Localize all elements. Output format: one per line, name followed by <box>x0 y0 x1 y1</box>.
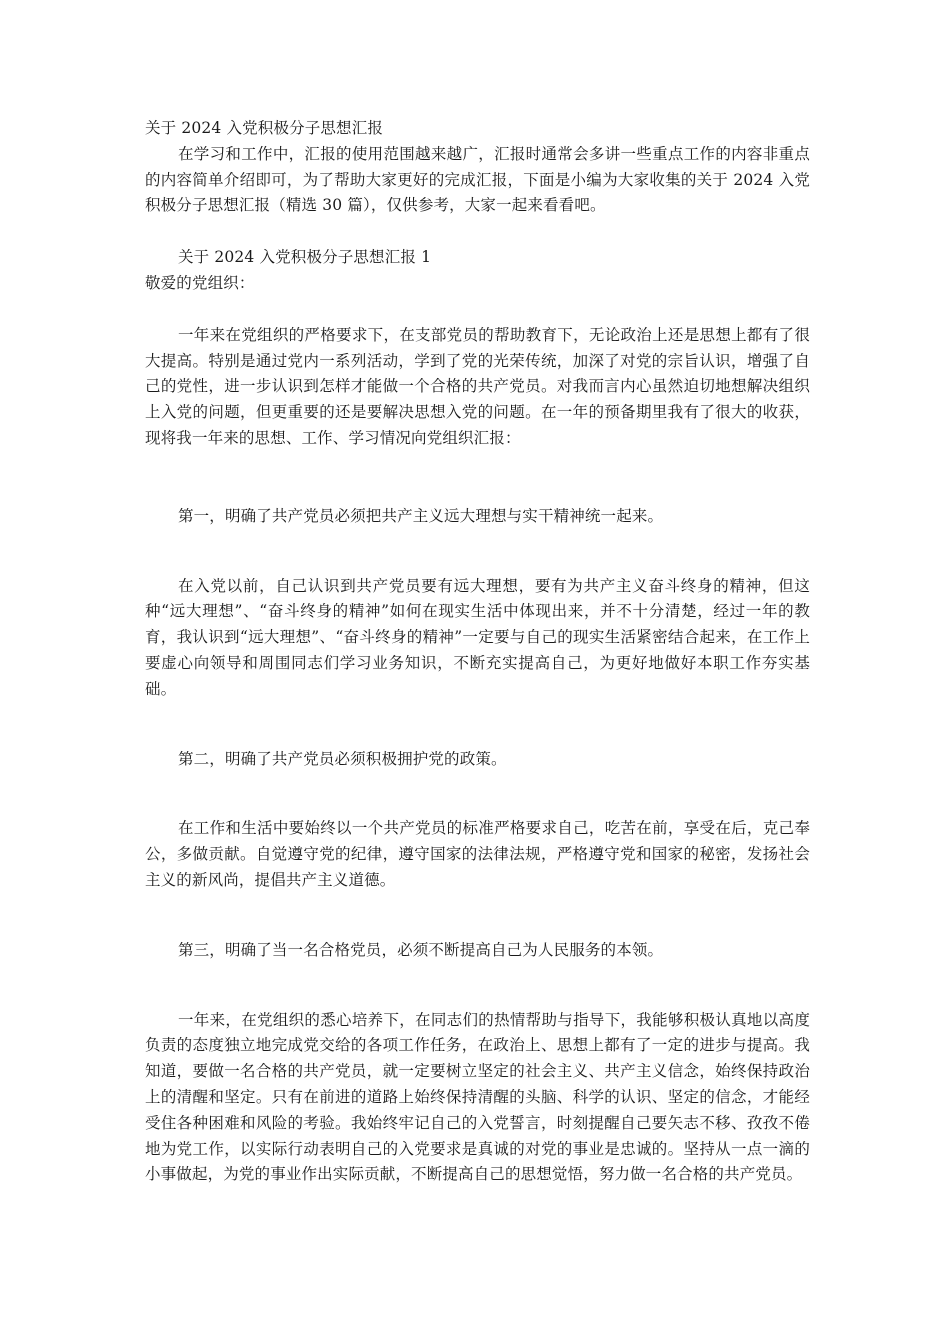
section-title: 关于 2024 入党积极分子思想汇报 1 <box>178 248 432 267</box>
body-paragraph: 在工作和生活中要始终以一个共产党员的标准严格要求自己，吃苦在前，享受在后，克己奉公，多做贡献。自觉遵守党的纪律，遵守国家的法律法规，严格遵守党和国家的秘密，发扬社会主义的新风尚，提倡共产主义道德。 <box>145 819 810 889</box>
body-paragraph: 一年来，在党组织的悉心培养下，在同志们的热情帮助与指导下，我能够积极认真地以高度负责的态度独立地完成党交给的各项工作任务，在政治上、思想上都有了一定的进步与提高。我知道，要做一名合格的共产党员，就一定要树立坚定的社会主义、共产主义信念，始终保持政治上的清醒和坚定。只有在前进的道路上始终保持清醒的头脑、科学的认识、坚定的信念，才能经受住各种困难和风险的考验。我始终牢记自己的入党誓言，时刻提醒自己要矢志不移、孜孜不倦地为党工作，以实际行动表明自己的入党要求是真诚的对党的事业是忠诚的。坚持从一点一滴的小事做起，为党的事业作出实际贡献，不断提高自己的思想觉悟，努力做一名合格的共产党员。 <box>145 1010 810 1184</box>
point-heading-second: 第二，明确了共产党员必须积极拥护党的政策。 <box>178 749 507 768</box>
body-paragraph: 一年来在党组织的严格要求下，在支部党员的帮助教育下，无论政治上还是思想上都有了很大提高。特别是通过党内一系列活动，学到了党的光荣传统，加深了对党的宗旨认识，增强了自己的党性，进一步认识到怎样才能做一个合格的共产党员。对我而言内心虽然迫切地想解决组织上入党的问题，但更重要的还是要解决思想入党的问题。在一年的预备期里我有了很大的收获，现将我一年来的思想、工作、学习情况向党组织汇报： <box>145 325 810 447</box>
body-paragraph: 在入党以前，自己认识到共产党员要有远大理想，要有为共产主义奋斗终身的精神，但这种“远大理想”、“奋斗终身的精神”如何在现实生活中体现出来，并不十分清楚，经过一年的教育，我认识到“远大理想”、“奋斗终身的精神”一定要与自己的现实生活紧密结合起来，在工作上要虚心向领导和周围同志们学习业务知识，不断充实提高自己，为更好地做好本职工作夯实基础。 <box>145 576 810 698</box>
salutation: 敬爱的党组织： <box>145 273 255 292</box>
document-page <box>145 116 810 1188</box>
point-heading-first: 第一，明确了共产党员必须把共产主义远大理想与实干精神统一起来。 <box>178 506 664 525</box>
point-heading-third: 第三，明确了当一名合格党员，必须不断提高自己为人民服务的本领。 <box>178 940 664 959</box>
document-title: 关于 2024 入党积极分子思想汇报 <box>145 119 384 137</box>
intro-paragraph: 在学习和工作中，汇报的使用范围越来越广，汇报时通常会多讲一些重点工作的内容非重点的内容简单介绍即可，为了帮助大家更好的完成汇报，下面是小编为大家收集的关于 2024 入党积极分子思想汇报（精选 30 篇），仅供参考，大家一起来看看吧。 <box>145 144 810 215</box>
